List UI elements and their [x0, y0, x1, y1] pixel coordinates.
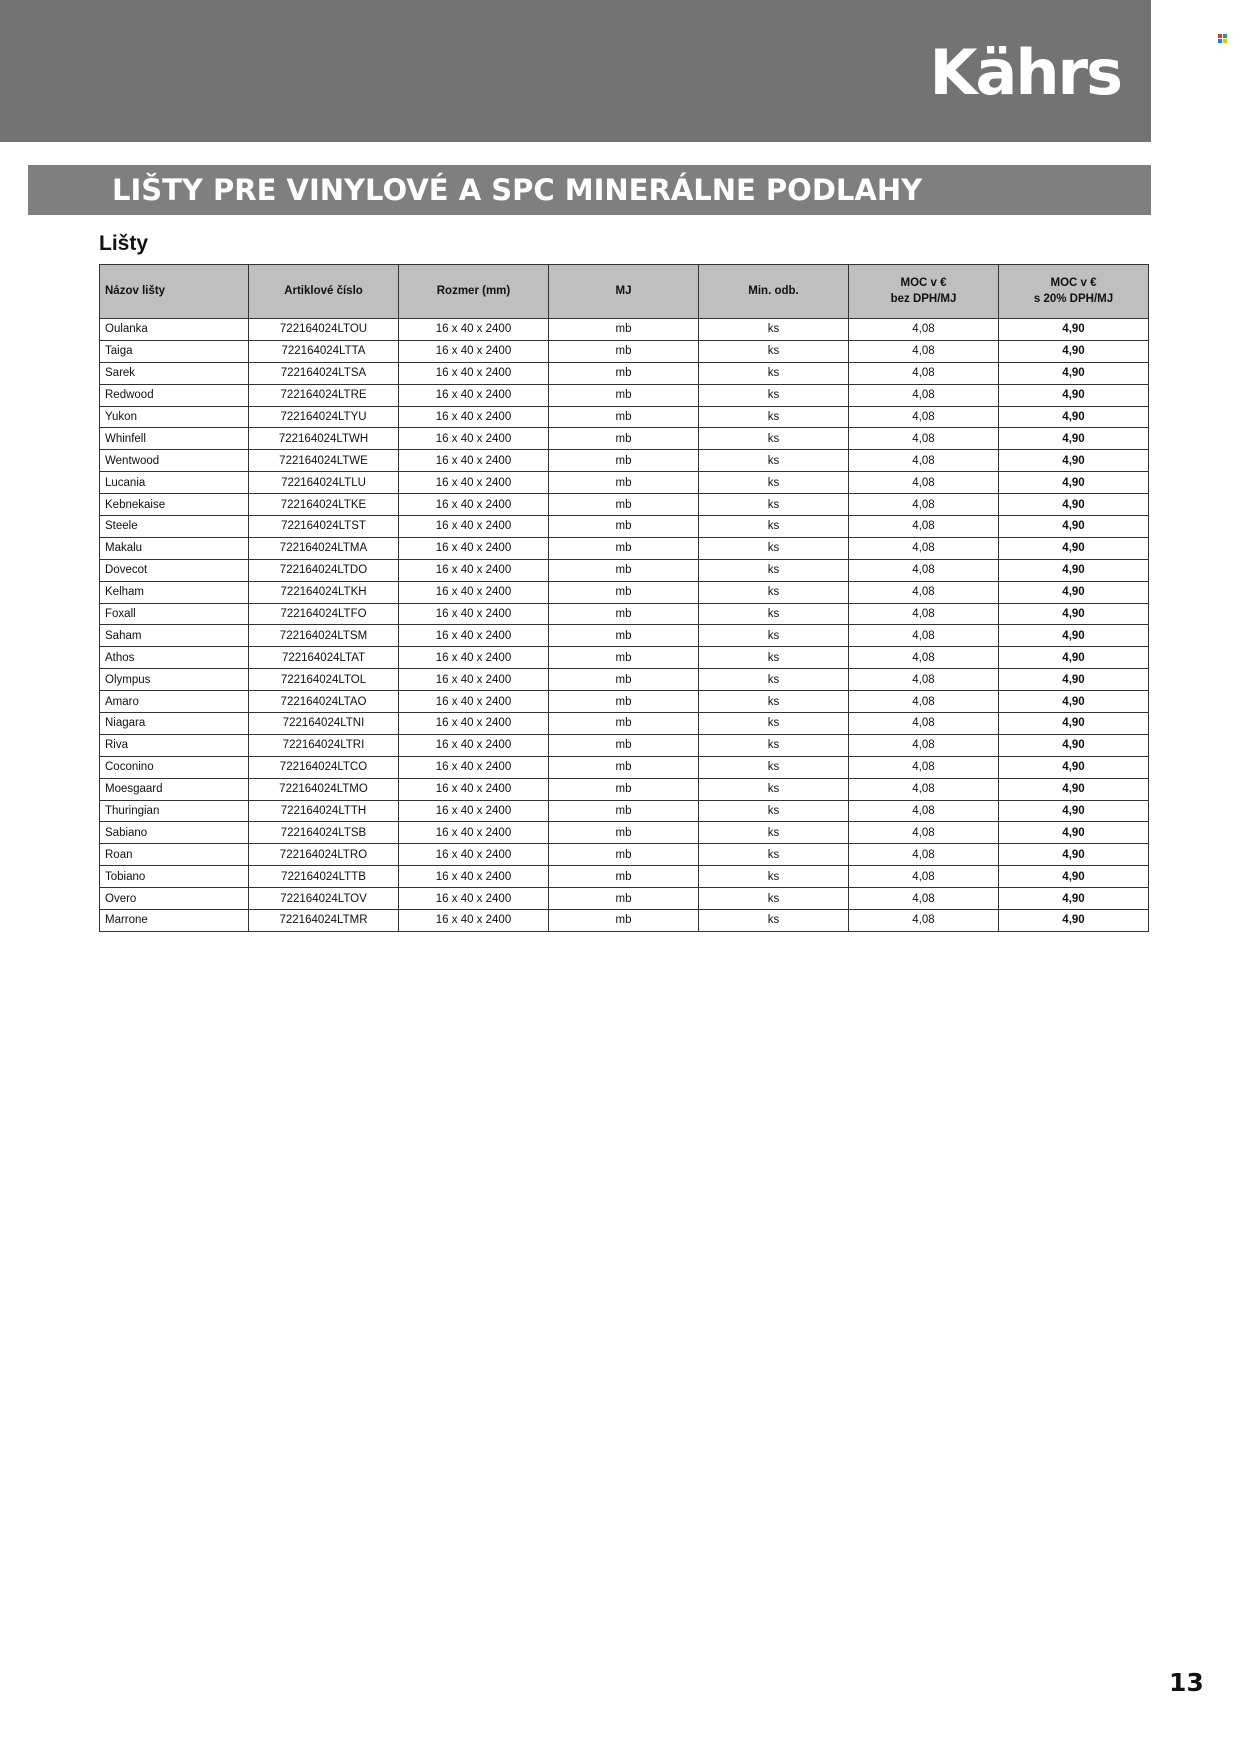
cell-name: Oulanka [100, 319, 249, 341]
table-row [100, 800, 1149, 822]
cell-size: 16 x 40 x 2400 [399, 691, 549, 713]
cell-size: 16 x 40 x 2400 [399, 910, 549, 932]
cell-size: 16 x 40 x 2400 [399, 778, 549, 800]
cell-price-without-vat: 4,08 [849, 494, 999, 516]
table-row [100, 340, 1149, 362]
cell-price-without-vat: 4,08 [849, 603, 999, 625]
cell-size: 16 x 40 x 2400 [399, 406, 549, 428]
cell-size: 16 x 40 x 2400 [399, 340, 549, 362]
column-header-name: Názov lišty [100, 265, 249, 319]
cell-price-with-vat: 4,90 [999, 362, 1149, 384]
cell-min-order: ks [699, 581, 849, 603]
cell-min-order: ks [699, 472, 849, 494]
cell-price-with-vat: 4,90 [999, 822, 1149, 844]
cell-unit: mb [549, 734, 699, 756]
header-band [0, 0, 1151, 142]
cell-size: 16 x 40 x 2400 [399, 669, 549, 691]
cell-size: 16 x 40 x 2400 [399, 428, 549, 450]
cell-article: 722164024LTRI [249, 734, 399, 756]
cell-min-order: ks [699, 734, 849, 756]
page-number: 13 [1169, 1668, 1204, 1697]
cell-min-order: ks [699, 384, 849, 406]
cell-min-order: ks [699, 669, 849, 691]
cell-article: 722164024LTSB [249, 822, 399, 844]
cell-unit: mb [549, 450, 699, 472]
cell-price-with-vat: 4,90 [999, 669, 1149, 691]
cell-name: Olympus [100, 669, 249, 691]
cell-article: 722164024LTNI [249, 713, 399, 735]
cell-price-with-vat: 4,90 [999, 800, 1149, 822]
cell-name: Taiga [100, 340, 249, 362]
cell-article: 722164024LTYU [249, 406, 399, 428]
color-square [1218, 39, 1222, 43]
cell-unit: mb [549, 822, 699, 844]
column-header-unit: MJ [549, 265, 699, 319]
cell-price-without-vat: 4,08 [849, 778, 999, 800]
color-square [1223, 39, 1227, 43]
table-row [100, 472, 1149, 494]
cell-article: 722164024LTTH [249, 800, 399, 822]
cell-unit: mb [549, 647, 699, 669]
table-row [100, 888, 1149, 910]
section-subtitle: Lišty [99, 232, 149, 255]
cell-article: 722164024LTTA [249, 340, 399, 362]
title-band [28, 165, 1151, 215]
cell-price-without-vat: 4,08 [849, 647, 999, 669]
cell-price-without-vat: 4,08 [849, 537, 999, 559]
cell-price-without-vat: 4,08 [849, 888, 999, 910]
cell-price-without-vat: 4,08 [849, 559, 999, 581]
cell-name: Thuringian [100, 800, 249, 822]
cell-price-without-vat: 4,08 [849, 800, 999, 822]
column-header-price-with-vat: MOC v € s 20% DPH/MJ [999, 265, 1149, 319]
cell-price-without-vat: 4,08 [849, 450, 999, 472]
cell-price-without-vat: 4,08 [849, 713, 999, 735]
cell-min-order: ks [699, 450, 849, 472]
cell-article: 722164024LTAO [249, 691, 399, 713]
color-square [1223, 34, 1227, 38]
cell-name: Coconino [100, 756, 249, 778]
cell-name: Sarek [100, 362, 249, 384]
cell-size: 16 x 40 x 2400 [399, 559, 549, 581]
cell-size: 16 x 40 x 2400 [399, 734, 549, 756]
cell-size: 16 x 40 x 2400 [399, 866, 549, 888]
table-row [100, 669, 1149, 691]
cell-unit: mb [549, 778, 699, 800]
cell-unit: mb [549, 800, 699, 822]
cell-article: 722164024LTOU [249, 319, 399, 341]
cell-price-with-vat: 4,90 [999, 516, 1149, 538]
cell-price-without-vat: 4,08 [849, 822, 999, 844]
cell-price-with-vat: 4,90 [999, 778, 1149, 800]
table-row [100, 362, 1149, 384]
cell-min-order: ks [699, 516, 849, 538]
table-row [100, 494, 1149, 516]
cell-article: 722164024LTRO [249, 844, 399, 866]
cell-price-with-vat: 4,90 [999, 844, 1149, 866]
cell-min-order: ks [699, 603, 849, 625]
cell-price-without-vat: 4,08 [849, 691, 999, 713]
cell-price-without-vat: 4,08 [849, 516, 999, 538]
table-row [100, 537, 1149, 559]
cell-article: 722164024LTMO [249, 778, 399, 800]
cell-price-with-vat: 4,90 [999, 537, 1149, 559]
cell-unit: mb [549, 406, 699, 428]
cell-price-without-vat: 4,08 [849, 384, 999, 406]
cell-price-with-vat: 4,90 [999, 734, 1149, 756]
cell-price-without-vat: 4,08 [849, 625, 999, 647]
cell-name: Roan [100, 844, 249, 866]
cell-article: 722164024LTMR [249, 910, 399, 932]
cell-price-with-vat: 4,90 [999, 713, 1149, 735]
cell-unit: mb [549, 713, 699, 735]
table-row [100, 559, 1149, 581]
cell-size: 16 x 40 x 2400 [399, 537, 549, 559]
cell-price-with-vat: 4,90 [999, 647, 1149, 669]
cell-size: 16 x 40 x 2400 [399, 516, 549, 538]
cell-min-order: ks [699, 866, 849, 888]
cell-unit: mb [549, 472, 699, 494]
cell-min-order: ks [699, 428, 849, 450]
cell-article: 722164024LTST [249, 516, 399, 538]
cell-name: Whinfell [100, 428, 249, 450]
cell-size: 16 x 40 x 2400 [399, 603, 549, 625]
table-row [100, 581, 1149, 603]
cell-size: 16 x 40 x 2400 [399, 450, 549, 472]
table-row [100, 691, 1149, 713]
cell-article: 722164024LTKH [249, 581, 399, 603]
cell-unit: mb [549, 384, 699, 406]
column-header-price-without-vat: MOC v € bez DPH/MJ [849, 265, 999, 319]
table-row [100, 428, 1149, 450]
cell-min-order: ks [699, 362, 849, 384]
cell-name: Marrone [100, 910, 249, 932]
table-row [100, 516, 1149, 538]
cell-unit: mb [549, 888, 699, 910]
cell-name: Steele [100, 516, 249, 538]
column-header-size: Rozmer (mm) [399, 265, 549, 319]
cell-article: 722164024LTOL [249, 669, 399, 691]
column-header-article: Artiklové číslo [249, 265, 399, 319]
cell-size: 16 x 40 x 2400 [399, 384, 549, 406]
cell-unit: mb [549, 669, 699, 691]
cell-min-order: ks [699, 844, 849, 866]
cell-name: Dovecot [100, 559, 249, 581]
cell-name: Saham [100, 625, 249, 647]
cell-price-without-vat: 4,08 [849, 669, 999, 691]
cell-min-order: ks [699, 319, 849, 341]
cell-price-with-vat: 4,90 [999, 888, 1149, 910]
cell-price-without-vat: 4,08 [849, 362, 999, 384]
cell-price-with-vat: 4,90 [999, 406, 1149, 428]
cell-size: 16 x 40 x 2400 [399, 713, 549, 735]
cell-min-order: ks [699, 822, 849, 844]
cell-name: Makalu [100, 537, 249, 559]
cell-article: 722164024LTCO [249, 756, 399, 778]
table-row [100, 384, 1149, 406]
table-row [100, 406, 1149, 428]
cell-price-with-vat: 4,90 [999, 603, 1149, 625]
cell-min-order: ks [699, 494, 849, 516]
cell-name: Redwood [100, 384, 249, 406]
cell-min-order: ks [699, 559, 849, 581]
table-row [100, 603, 1149, 625]
cell-article: 722164024LTWH [249, 428, 399, 450]
cell-name: Athos [100, 647, 249, 669]
cell-price-with-vat: 4,90 [999, 625, 1149, 647]
cell-name: Riva [100, 734, 249, 756]
cell-price-with-vat: 4,90 [999, 756, 1149, 778]
cell-size: 16 x 40 x 2400 [399, 494, 549, 516]
cell-min-order: ks [699, 756, 849, 778]
cell-article: 722164024LTSA [249, 362, 399, 384]
cell-min-order: ks [699, 406, 849, 428]
brand-logo: Kährs [929, 36, 1121, 109]
cell-price-with-vat: 4,90 [999, 428, 1149, 450]
cell-price-without-vat: 4,08 [849, 910, 999, 932]
column-header-min-order: Min. odb. [699, 265, 849, 319]
cell-unit: mb [549, 319, 699, 341]
cell-price-without-vat: 4,08 [849, 406, 999, 428]
cell-size: 16 x 40 x 2400 [399, 756, 549, 778]
cell-price-with-vat: 4,90 [999, 450, 1149, 472]
cell-article: 722164024LTDO [249, 559, 399, 581]
table-row [100, 844, 1149, 866]
cell-unit: mb [549, 691, 699, 713]
cell-unit: mb [549, 340, 699, 362]
cell-min-order: ks [699, 625, 849, 647]
table-row [100, 910, 1149, 932]
cell-name: Lucania [100, 472, 249, 494]
cell-size: 16 x 40 x 2400 [399, 472, 549, 494]
price-table [99, 264, 1149, 932]
cell-unit: mb [549, 516, 699, 538]
cell-unit: mb [549, 910, 699, 932]
cell-size: 16 x 40 x 2400 [399, 362, 549, 384]
cell-min-order: ks [699, 691, 849, 713]
cell-name: Kebnekaise [100, 494, 249, 516]
table-row [100, 713, 1149, 735]
cell-article: 722164024LTMA [249, 537, 399, 559]
cell-size: 16 x 40 x 2400 [399, 888, 549, 910]
cell-size: 16 x 40 x 2400 [399, 581, 549, 603]
cell-name: Overo [100, 888, 249, 910]
cell-unit: mb [549, 537, 699, 559]
cell-article: 722164024LTTB [249, 866, 399, 888]
table-row [100, 778, 1149, 800]
cell-price-without-vat: 4,08 [849, 756, 999, 778]
color-square [1218, 34, 1222, 38]
cell-price-without-vat: 4,08 [849, 428, 999, 450]
cell-article: 722164024LTSM [249, 625, 399, 647]
cell-unit: mb [549, 494, 699, 516]
cell-price-without-vat: 4,08 [849, 581, 999, 603]
cell-min-order: ks [699, 537, 849, 559]
cell-unit: mb [549, 756, 699, 778]
cell-name: Wentwood [100, 450, 249, 472]
cell-name: Sabiano [100, 822, 249, 844]
cell-price-with-vat: 4,90 [999, 559, 1149, 581]
cell-price-with-vat: 4,90 [999, 319, 1149, 341]
cell-price-with-vat: 4,90 [999, 494, 1149, 516]
cell-unit: mb [549, 581, 699, 603]
cell-price-with-vat: 4,90 [999, 691, 1149, 713]
cell-unit: mb [549, 362, 699, 384]
table-row [100, 756, 1149, 778]
table-row [100, 822, 1149, 844]
table-row [100, 319, 1149, 341]
cell-price-with-vat: 4,90 [999, 910, 1149, 932]
cell-min-order: ks [699, 910, 849, 932]
table-header-row [100, 265, 1149, 319]
cell-price-without-vat: 4,08 [849, 472, 999, 494]
cell-name: Kelham [100, 581, 249, 603]
cell-price-without-vat: 4,08 [849, 734, 999, 756]
cell-min-order: ks [699, 647, 849, 669]
cell-price-with-vat: 4,90 [999, 866, 1149, 888]
cell-price-with-vat: 4,90 [999, 384, 1149, 406]
cell-name: Yukon [100, 406, 249, 428]
cell-unit: mb [549, 844, 699, 866]
cell-price-with-vat: 4,90 [999, 340, 1149, 362]
cell-min-order: ks [699, 888, 849, 910]
cell-name: Niagara [100, 713, 249, 735]
cell-unit: mb [549, 625, 699, 647]
cell-article: 722164024LTKE [249, 494, 399, 516]
cell-name: Tobiano [100, 866, 249, 888]
cell-size: 16 x 40 x 2400 [399, 800, 549, 822]
cell-article: 722164024LTWE [249, 450, 399, 472]
table-row [100, 450, 1149, 472]
table-row [100, 625, 1149, 647]
cell-unit: mb [549, 559, 699, 581]
cell-size: 16 x 40 x 2400 [399, 319, 549, 341]
cell-size: 16 x 40 x 2400 [399, 844, 549, 866]
cell-price-without-vat: 4,08 [849, 866, 999, 888]
cell-size: 16 x 40 x 2400 [399, 822, 549, 844]
page-title: LIŠTY PRE VINYLOVÉ A SPC MINERÁLNE PODLAHY [112, 173, 923, 207]
cell-article: 722164024LTAT [249, 647, 399, 669]
cell-min-order: ks [699, 713, 849, 735]
cell-price-without-vat: 4,08 [849, 340, 999, 362]
cell-name: Amaro [100, 691, 249, 713]
cell-unit: mb [549, 866, 699, 888]
cell-size: 16 x 40 x 2400 [399, 625, 549, 647]
cell-article: 722164024LTRE [249, 384, 399, 406]
table-body [100, 319, 1149, 932]
cell-price-with-vat: 4,90 [999, 472, 1149, 494]
cell-price-without-vat: 4,08 [849, 319, 999, 341]
table-row [100, 647, 1149, 669]
cell-min-order: ks [699, 340, 849, 362]
cell-price-with-vat: 4,90 [999, 581, 1149, 603]
cell-article: 722164024LTLU [249, 472, 399, 494]
cell-unit: mb [549, 428, 699, 450]
cell-unit: mb [549, 603, 699, 625]
cell-name: Foxall [100, 603, 249, 625]
cell-name: Moesgaard [100, 778, 249, 800]
cell-article: 722164024LTOV [249, 888, 399, 910]
color-squares-icon [1218, 34, 1227, 43]
cell-size: 16 x 40 x 2400 [399, 647, 549, 669]
table-row [100, 734, 1149, 756]
cell-price-without-vat: 4,08 [849, 844, 999, 866]
table-row [100, 866, 1149, 888]
cell-article: 722164024LTFO [249, 603, 399, 625]
cell-min-order: ks [699, 800, 849, 822]
cell-min-order: ks [699, 778, 849, 800]
